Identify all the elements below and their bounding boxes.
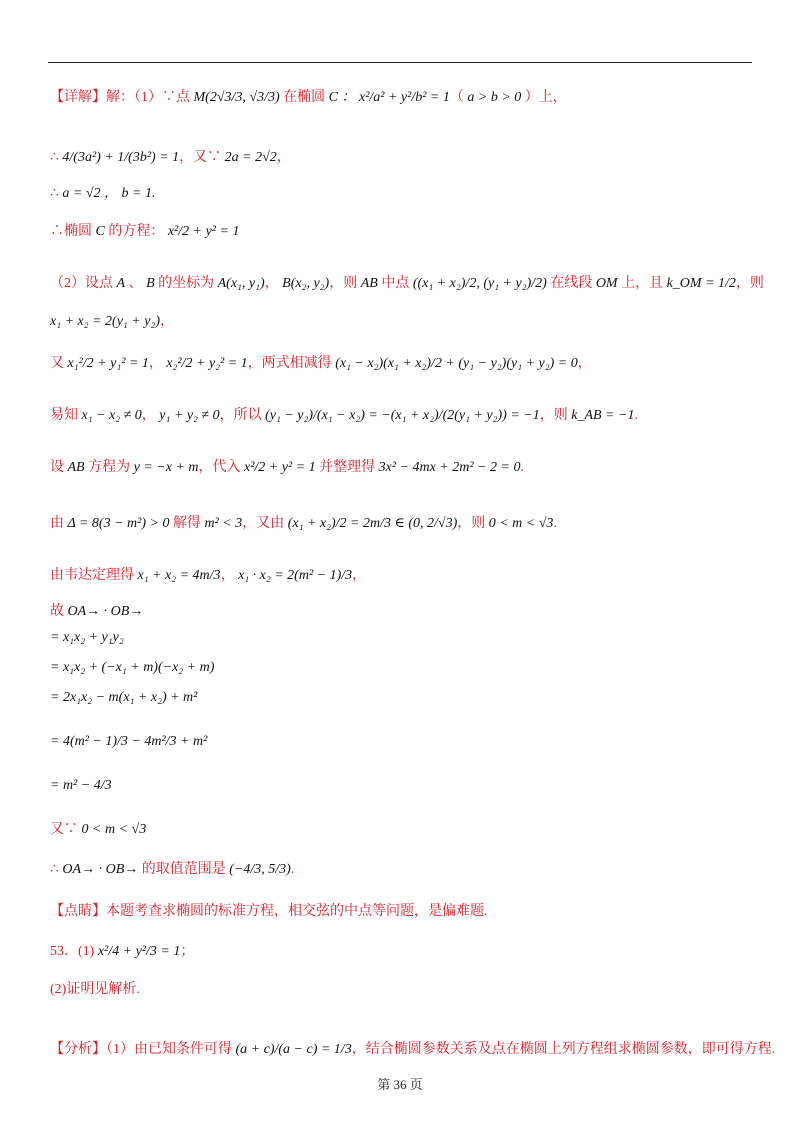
math-segment: 0 < m < √3 xyxy=(488,516,554,531)
math-segment: a > b > 0 xyxy=(467,90,522,105)
text-segment: (2)证明见解析. xyxy=(50,982,140,997)
math-segment: Δ = 8(3 − m²) > 0 xyxy=(67,516,170,531)
text-segment: 由 xyxy=(50,516,68,531)
text-segment: ，结合椭圆参数关系及点在椭圆上列方程组求椭圆参数，即可得方程. xyxy=(351,1042,776,1057)
text-segment: ， xyxy=(220,568,239,583)
math-segment: k_AB = −1 xyxy=(571,408,635,423)
math-segment: x₁²/2 + y₁² = 1 xyxy=(67,356,149,371)
text-segment: ，又由 xyxy=(242,516,288,531)
text-segment: 又 xyxy=(50,356,68,371)
math-segment: = 4(m² − 1)/3 − 4m²/3 + m² xyxy=(50,734,208,749)
math-segment: = x₁x₂ + y₁y₂ xyxy=(50,630,124,645)
text-segment: 解得 xyxy=(169,516,205,531)
math-segment: a = √2 ， b = 1. xyxy=(62,186,156,201)
solution-line xyxy=(50,512,557,532)
math-segment: 2a = 2√2 xyxy=(224,150,277,165)
math-segment: C xyxy=(95,224,105,239)
solution-line xyxy=(50,564,366,584)
text-segment: ∴ xyxy=(50,862,63,877)
math-segment: m² < 3 xyxy=(204,516,243,531)
text-segment: ，代入 xyxy=(198,460,244,475)
text-segment: 方程为 xyxy=(84,460,134,475)
solution-line xyxy=(50,404,638,424)
text-segment: 的方程： xyxy=(104,224,168,239)
math-segment: ((x₁ + x₂)/2, (y₁ + y₂)/2) xyxy=(412,276,547,291)
math-segment: B xyxy=(146,276,155,291)
text-segment: ）上， xyxy=(521,90,567,105)
text-segment: 易知 xyxy=(50,408,82,423)
math-segment: AB xyxy=(360,276,378,291)
math-segment: (a + c)/(a − c) = 1/3 xyxy=(235,1042,352,1057)
math-segment: M(2√3/3, √3/3) xyxy=(193,90,280,105)
math-segment: = 2x₁x₂ − m(x₁ + x₂) + m² xyxy=(50,690,198,705)
solution-line xyxy=(50,818,146,838)
text-segment: ， xyxy=(148,356,167,371)
solution-line xyxy=(50,778,112,794)
text-segment: 【详解】解：（1）∵点 xyxy=(50,90,194,105)
math-segment: 4/(3a²) + 1/(3b²) = 1 xyxy=(62,150,180,165)
solution-line xyxy=(50,600,143,620)
math-segment: 0 < m < √3 xyxy=(81,822,147,837)
math-segment: AB xyxy=(67,460,85,475)
text-segment: . xyxy=(520,460,524,475)
text-segment: 由韦达定理得 xyxy=(50,568,138,583)
math-segment: (x₁ − x₂)(x₁ + x₂)/2 + (y₁ − y₂)(y₁ + y₂) = 0 xyxy=(335,356,578,371)
math-segment: 3x² − 4mx + 2m² − 2 = 0 xyxy=(378,460,521,475)
text-segment: 【点睛】本题考查求椭圆的标准方程，相交弦的中点等问题，是偏难题. xyxy=(50,904,488,919)
text-segment: ∴椭圆 xyxy=(50,224,96,239)
math-segment: A xyxy=(116,276,126,291)
text-segment: ，则 xyxy=(735,276,764,291)
text-segment: ∴ xyxy=(50,150,63,165)
text-segment: 中点 xyxy=(377,276,413,291)
math-segment: (−4/3, 5/3) xyxy=(229,862,291,877)
solution-line xyxy=(50,182,156,202)
page-footer: 第 36 页 xyxy=(377,1077,423,1092)
text-segment: 的取值范围是 xyxy=(138,862,230,877)
solution-line xyxy=(50,734,207,750)
math-segment: B(x₂, y₂) xyxy=(282,276,330,291)
text-segment: 故 xyxy=(50,604,68,619)
math-segment: x²/4 + y²/3 = 1 xyxy=(97,944,181,959)
math-segment: OA→ · OB→ xyxy=(67,604,144,619)
solution-line xyxy=(50,690,197,706)
text-segment: ， xyxy=(264,276,283,291)
text-segment: ，所以 xyxy=(219,408,266,423)
solution-line xyxy=(50,310,174,330)
solution-line xyxy=(50,352,592,372)
math-segment: = m² − 4/3 xyxy=(50,778,112,793)
text-segment: . xyxy=(290,862,295,877)
math-segment: A(x₁, y₁) xyxy=(217,276,265,291)
text-segment: ， xyxy=(141,408,160,423)
math-segment: y = −x + m xyxy=(133,460,199,475)
text-segment: （ xyxy=(449,90,468,105)
text-segment: ，则 xyxy=(539,408,572,423)
solution-line xyxy=(50,630,124,646)
math-segment: x₁ + x₂ = 4m/3 xyxy=(137,568,221,583)
math-segment: (x₁ + x₂)/2 = 2m/3 ∈ (0, 2/√3) xyxy=(287,516,458,531)
solution-line xyxy=(50,86,567,106)
solution-line xyxy=(50,220,239,240)
solution-line xyxy=(50,1038,775,1058)
math-segment: x₁ · x₂ = 2(m² − 1)/3 xyxy=(238,568,353,583)
solution-line xyxy=(50,660,214,676)
text-segment: ， xyxy=(352,568,367,583)
text-segment: ，又∵ xyxy=(179,150,225,165)
text-segment: 53．(1) xyxy=(50,944,98,959)
text-segment: （2）设点 xyxy=(50,276,117,291)
math-segment: x²/2 + y² = 1 xyxy=(167,224,240,239)
header-rule xyxy=(48,62,752,63)
text-segment: 并整理得 xyxy=(315,460,379,475)
text-segment: 【分析】（1）由已知条件可得 xyxy=(50,1042,236,1057)
text-segment: ， xyxy=(276,150,291,165)
text-segment: ， xyxy=(577,356,592,371)
solution-line xyxy=(50,900,488,920)
text-segment: ，则 xyxy=(329,276,361,291)
solution-line xyxy=(50,858,294,878)
text-segment: 在椭圆 xyxy=(279,90,329,105)
math-segment: k_OM = 1/2 xyxy=(666,276,736,291)
text-segment: ； xyxy=(180,944,195,959)
math-segment: y₁ + y₂ ≠ 0 xyxy=(159,408,220,423)
solution-line xyxy=(50,146,291,166)
solution-line xyxy=(50,456,524,476)
text-segment: 上，且 xyxy=(617,276,667,291)
solution-line xyxy=(50,940,194,960)
math-segment: (y₁ − y₂)/(x₁ − x₂) = −(x₁ + x₂)/(2(y₁ + y₂)) = −1 xyxy=(265,408,540,423)
solution-line xyxy=(50,978,140,998)
solution-line xyxy=(50,272,764,292)
math-segment: OA→ · OB→ xyxy=(62,862,139,877)
math-segment: = x₁x₂ + (−x₁ + m)(−x₂ + m) xyxy=(50,660,215,675)
text-segment: . xyxy=(634,408,638,423)
text-segment: ∴ xyxy=(50,186,63,201)
math-segment: OM xyxy=(595,276,618,291)
text-segment: . xyxy=(553,516,557,531)
text-segment: 的坐标为 xyxy=(154,276,218,291)
text-segment: 在线段 xyxy=(546,276,596,291)
math-segment: C ： x²/a² + y²/b² = 1 xyxy=(328,90,450,105)
math-segment: x₁ − x₂ ≠ 0 xyxy=(81,408,142,423)
math-segment: x²/2 + y² = 1 xyxy=(244,460,316,475)
text-segment: ，两式相减得 xyxy=(247,356,336,371)
text-segment: ， xyxy=(160,314,174,329)
text-segment: 设 xyxy=(50,460,68,475)
text-segment: 、 xyxy=(125,276,147,291)
math-segment: x₁ + x₂ = 2(y₁ + y₂) xyxy=(50,314,160,329)
math-segment: x₂²/2 + y₂² = 1 xyxy=(166,356,248,371)
text-segment: ，则 xyxy=(457,516,489,531)
text-segment: 又∵ xyxy=(50,822,82,837)
